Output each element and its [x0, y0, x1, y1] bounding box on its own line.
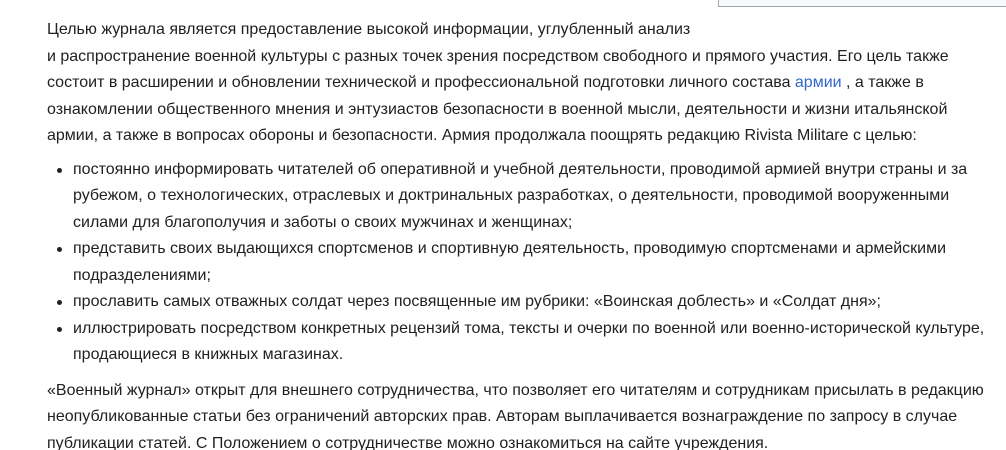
infobox-bottom-edge	[718, 0, 1006, 7]
paragraph-line: армии, а также в вопросах обороны и безопасности. Армия продолжала поощрять редакцию Rivista Militare с целью:	[47, 127, 917, 144]
list-item	[73, 316, 992, 369]
goals-list	[47, 157, 992, 369]
paragraph-line: Целью журнала является предоставление высокой информации, углубленный анализ	[47, 21, 691, 38]
list-item	[73, 289, 992, 316]
paragraph-line: ознакомлении общественного мнения и энтузиастов безопасности в военной мысли, деятельности и жизни итальянской	[47, 100, 948, 118]
paragraph-line: неопубликованные статьи без ограничений авторских прав. Авторам выплачивается вознаграждение по запросу в случае	[47, 408, 958, 425]
list-item-line: подразделениями;	[73, 266, 211, 284]
paragraph-line: и распространение военной культуры с разных точек зрения посредством свободного и прямого участия. Его цель также	[47, 47, 949, 65]
list-item-line: постоянно информировать читателей об оперативной и учебной деятельности, проводимой армией внутри страны и за	[73, 160, 968, 178]
text-before-link: состоит в расширении и обновлении технической и профессиональной подготовки личного состава	[47, 74, 795, 91]
list-item-line: продающиеся в книжных магазинах.	[73, 346, 344, 363]
paragraph-line: «Военный журнал» открыт для внешнего сотрудничества, что позволяет его читателям и сотрудникам присылать в редакцию	[47, 381, 984, 399]
list-item-line: иллюстрировать посредством конкретных рецензий тома, тексты и очерки по военной или военно-исторической культуре,	[73, 319, 985, 337]
list-item	[73, 236, 992, 289]
list-item-line: представить своих выдающихся спортсменов и спортивную деятельность, проводимую спортсменами и армейскими	[73, 240, 947, 257]
text-after-link: , а также в	[841, 74, 924, 91]
purpose-paragraph	[47, 17, 992, 150]
paragraph-line-with-link	[47, 70, 992, 97]
list-item-line: прославить самых отважных солдат через посвященные им рубрики: «Воинская доблесть» и «Солдат дня»;	[73, 293, 881, 310]
cooperation-paragraph	[47, 378, 992, 450]
army-link[interactable]: армии	[794, 74, 842, 91]
paragraph-line: публикации статей. С Положением о сотрудничестве можно ознакомиться на сайте учреждения.	[47, 434, 769, 450]
article-content	[47, 17, 992, 450]
list-item-line: рубежом, о технологических, отраслевых и доктринальных разработках, о деятельности, проводимой вооруженными	[73, 187, 950, 204]
list-item-line: силами для благополучия и заботы о своих мужчинах и женщинах;	[73, 213, 573, 231]
list-item	[73, 157, 992, 237]
